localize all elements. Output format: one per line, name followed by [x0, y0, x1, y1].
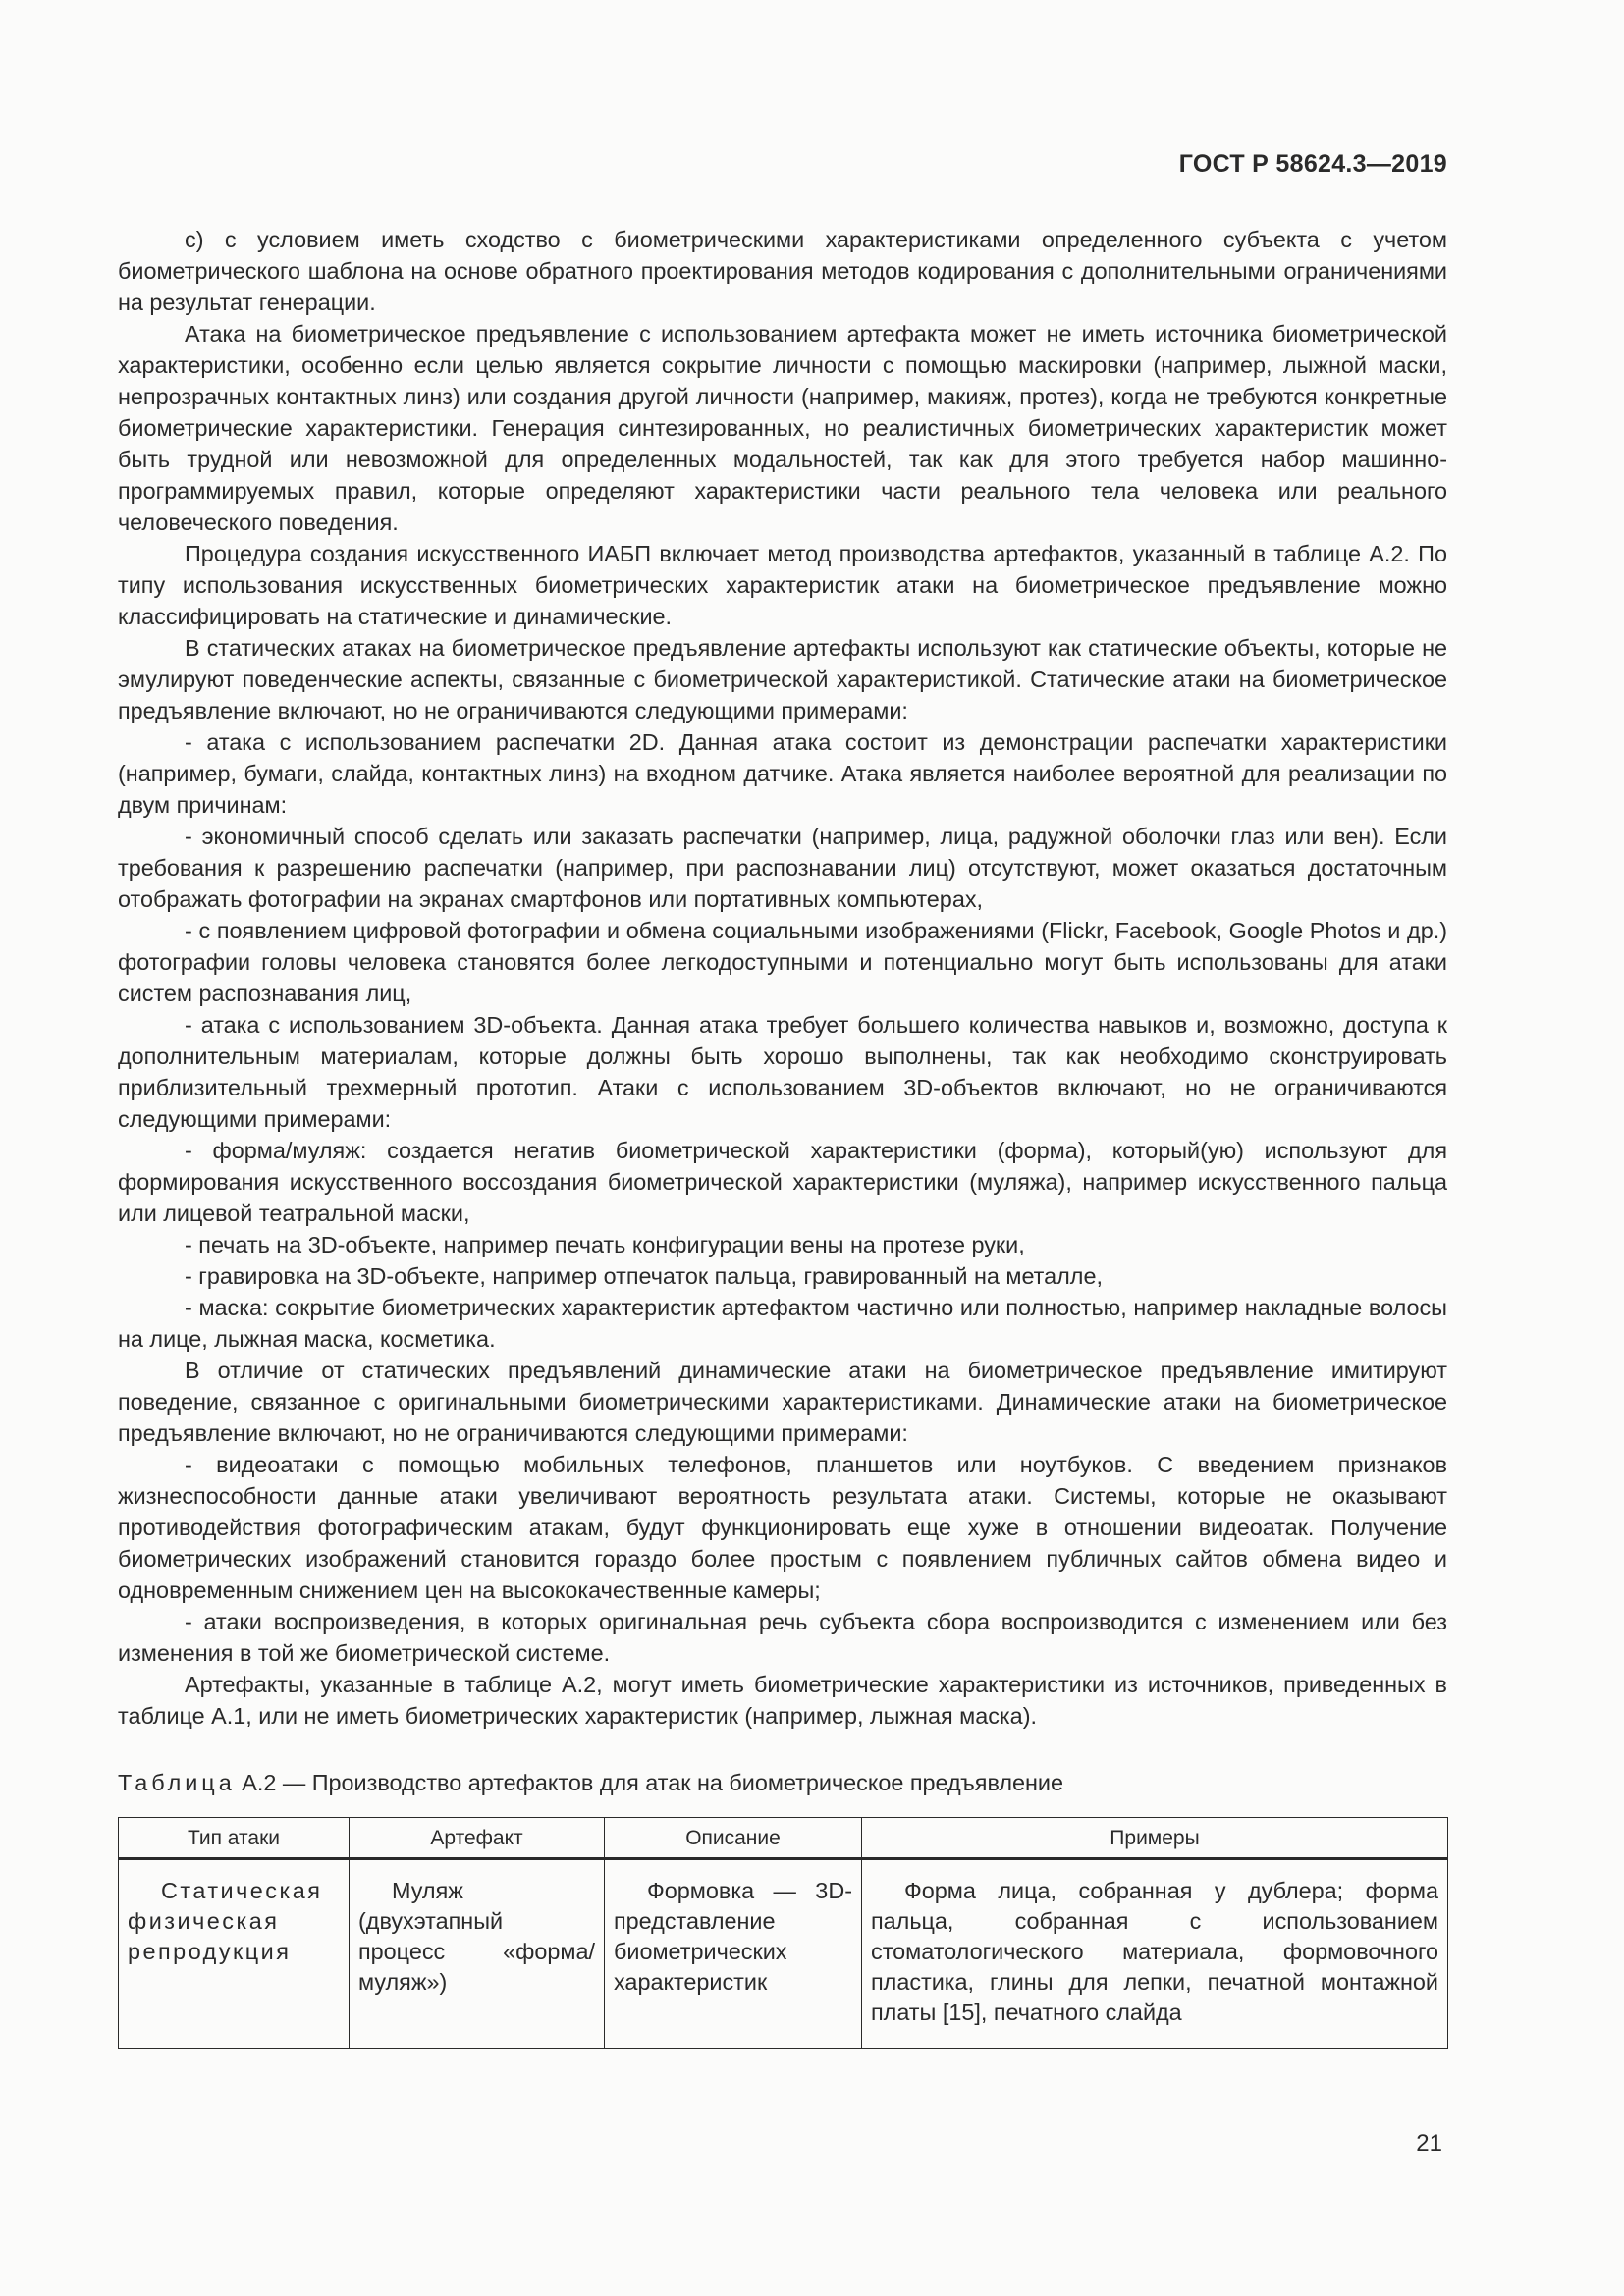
- cell-description: Формовка — 3D-представление биометрических характеристик: [605, 1859, 862, 2049]
- list-item: - печать на 3D-объекте, например печать конфигурации вены на протезе руки,: [185, 1232, 1025, 1257]
- column-header-examples: Примеры: [862, 1818, 1448, 1859]
- page-number: 21: [1416, 2130, 1442, 2157]
- list-item: - маска: сокрытие биометрических характеристик артефактом частично или полностью, например накладные волосы на лице, лыжная маска, косметика.: [118, 1295, 1447, 1352]
- list-item: - атака с использованием 3D-объекта. Данная атака требует большего количества навыков и, возможно, доступа к дополнительным материалам, которые должны быть хорошо выполнены, так как необходимо сконструировать приблизительный трехмерный прототип. Атаки с использованием 3D-объектов включают, но не ограничиваются следующими примерами:: [118, 1012, 1447, 1132]
- paragraph: с) с условием иметь сходство с биометрическими характеристиками определенного субъекта с учетом биометрического шаблона на основе обратного проектирования методов кодирования с дополнительными ограничениями на результат генерации.: [118, 227, 1447, 315]
- table-header-row: [119, 1818, 1448, 1859]
- paragraph: Процедура создания искусственного ИАБП включает метод производства артефактов, указанный в таблице А.2. По типу использования искусственных биометрических характеристик атаки на биометрическое предъявление можно классифицировать на статические и динамические.: [118, 541, 1447, 629]
- paragraph: В статических атаках на биометрическое предъявление артефакты используют как статические объекты, которые не эмулируют поведенческие аспекты, связанные с биометрической характеристикой. Статические атаки на биометрическое предъявление включают, но не ограничиваются следующими примерами:: [118, 635, 1447, 723]
- paragraph: Атака на биометрическое предъявление с использованием артефакта может не иметь источника биометрической характеристики, особенно если целью является сокрытие личности с помощью маскировки (например, лыжной маски, непрозрачных контактных линз) или создания другой личности (например, макияж, протез), когда не требуются конкретные биометрические характеристики. Генерация синтезированных, но реалистичных биометрических характеристик может быть трудной или невозможной для определенных модальностей, так как для этого требуется набор машинно-программируемых правил, которые определяют характеристики части реального тела человека или реального человеческого поведения.: [118, 321, 1447, 535]
- list-item: - атака с использованием распечатки 2D. Данная атака состоит из демонстрации распечатки характеристики (например, бумаги, слайда, контактных линз) на входном датчике. Атака является наиболее вероятной для реализации по двум причинам:: [118, 729, 1447, 818]
- paragraph: В отличие от статических предъявлений динамические атаки на биометрическое предъявление имитируют поведение, связанное с оригинальными биометрическими характеристиками. Динамические атаки на биометрическое предъявление включают, но не ограничиваются следующими примерами:: [118, 1358, 1447, 1446]
- list-item: - атаки воспроизведения, в которых оригинальная речь субъекта сбора воспроизводится с изменением или без изменения в той же биометрической системе.: [118, 1609, 1447, 1666]
- table-caption-lead: Таблица: [118, 1770, 236, 1795]
- column-header-artifact: Артефакт: [350, 1818, 605, 1859]
- table-row: [119, 1859, 1448, 2049]
- list-item: - видеоатаки с помощью мобильных телефонов, планшетов или ноутбуков. С введением признаков жизнеспособности данные атаки увеличивают вероятность результата атаки. Системы, которые не оказывают противодействия фотографическим атакам, будут функционировать еще хуже в отношении видеоатак. Получение биометрических изображений становится гораздо более простым с появлением публичных сайтов обмена видео и одновременным снижением цен на высококачественные камеры;: [118, 1452, 1447, 1603]
- cell-examples: Форма лица, собранная у дублера; форма пальца, собранная с использованием стоматологического материала, формовочного пластика, глины для лепки, печатной монтажной платы [15], печатного слайда: [862, 1859, 1448, 2049]
- paragraph: Артефакты, указанные в таблице А.2, могут иметь биометрические характеристики из источников, приведенных в таблице А.1, или не иметь биометрических характеристик (например, лыжная маска).: [118, 1672, 1447, 1729]
- cell-attack-type: Статическая физическая репродукция: [119, 1859, 350, 2049]
- table-caption: [118, 1767, 1447, 1798]
- body-text: [118, 224, 1447, 1732]
- cell-artifact: Муляж (двухэтапный процесс «форма/муляж»): [350, 1859, 605, 2049]
- list-item: - форма/муляж: создается негатив биометрической характеристики (форма), который(ую) используют для формирования искусственного воссоздания биометрической характеристики (муляжа), например искусственного пальца или лицевой театральной маски,: [118, 1138, 1447, 1226]
- list-item: - экономичный способ сделать или заказать распечатки (например, лица, радужной оболочки глаз или вен). Если требования к разрешению распечатки (например, при распознавании лиц) отсутствуют, может оказаться достаточным отображать фотографии на экранах смартфонов или портативных компьютерах,: [118, 824, 1447, 912]
- column-header-description: Описание: [605, 1818, 862, 1859]
- standard-designation: ГОСТ Р 58624.3—2019: [1178, 150, 1447, 178]
- list-item: - гравировка на 3D-объекте, например отпечаток пальца, гравированный на металле,: [185, 1263, 1103, 1289]
- artifact-table: [118, 1817, 1448, 2049]
- column-header-attack-type: Тип атаки: [119, 1818, 350, 1859]
- table-caption-text: А.2 — Производство артефактов для атак на биометрическое предъявление: [235, 1770, 1063, 1795]
- list-item: - с появлением цифровой фотографии и обмена социальными изображениями (Flickr, Facebook, Google Photos и др.) фотографии головы человека становятся более легкодоступными и потенциально могут быть использованы для атаки систем распознавания лиц,: [118, 918, 1447, 1006]
